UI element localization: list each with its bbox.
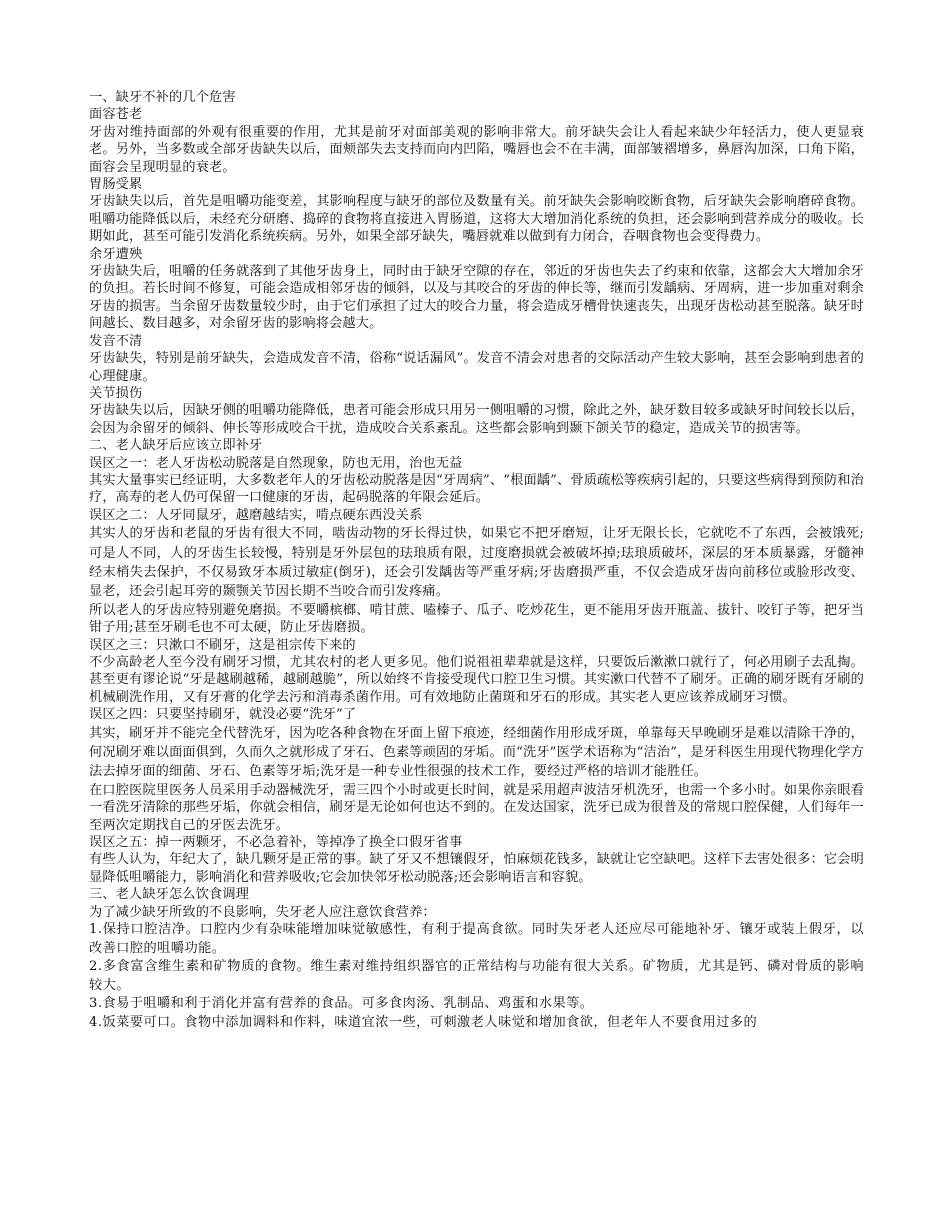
- paragraph-aging-face: 牙齿对维持面部的外观有很重要的作用，尤其是前牙对面部美观的影响非常大。前牙缺失会让人看起来缺少年轻活力，使人更显衰老。另外，当多数或全部牙齿缺失以后，面颊部失去支持而向内凹陷，嘴唇也会不在丰满，面部皱褶增多，鼻唇沟加深，口角下陷，面容会呈现明显的衰老。: [89, 124, 864, 175]
- myth-3-paragraph: 不少高龄老人至今没有刷牙习惯，尤其农村的老人更多见。他们说祖祖辈辈就是这样，只要饭后漱漱口就行了，何必用刷子去乱掏。甚至更有谬论说“牙是越刷越稀，越刷越脆”，所以始终不肯接受现代口腔卫生习惯。其实漱口代替不了刷牙。正确的刷牙既有牙刷的机械刷洗作用，又有牙膏的化学去污和消毒杀菌作用。可有效地防止菌斑和牙石的形成。其实老人更应该养成刷牙习惯。: [89, 655, 864, 705]
- section-1-title: 一、缺牙不补的几个危害: [89, 90, 236, 105]
- document-body: [89, 89, 864, 1033]
- paragraph-remaining-teeth: 牙齿缺失后，咀嚼的任务就落到了其他牙齿身上，同时由于缺牙空隙的存在，邻近的牙齿也失去了约束和依靠，这都会大大增加余牙的负担。若长时间不修复，可能会造成相邻牙齿的倾斜，以及与其咬合的牙齿的伸长等，继而引发龋病、牙周病，进一步加重对剩余牙齿的损害。当余留牙齿数量较少时，由于它们承担了过大的咬合力量，将会造成牙槽骨快速丧失，出现牙齿松动甚至脱落。缺牙时间越长、数目越多，对余留牙齿的影响将会越大。: [89, 264, 864, 332]
- diet-intro: 为了减少缺牙所致的不良影响，失牙老人应注意饮食营养：: [89, 904, 436, 920]
- subheading-pronunciation: 发音不清: [89, 333, 143, 349]
- myth-4-heading: 误区之四：只要坚持刷牙，就没必要“洗牙”了: [89, 707, 357, 723]
- myth-2-paragraph: 其实人的牙齿和老鼠的牙齿有很大不同，啮齿动物的牙长得过快，如果它不把牙磨短，让牙无限长长，它就吃不了东西，会被饿死;可是人不同，人的牙齿生长较慢，特别是牙外层包的珐琅质有限，过度磨损就会被破坏掉;珐琅质破坏，深层的牙本质暴露，牙髓神经末梢失去保护，不仅易致牙本质过敏症(倒牙)，还会引发龋齿等严重牙病;牙齿磨损严重，不仅会造成牙齿向前移位或脸形改变、显老，还会引起耳旁的颞颚关节因长期不当咬合而引发疼痛。: [89, 526, 864, 600]
- subheading-joint-damage: 关节损伤: [89, 385, 143, 401]
- subheading-remaining-teeth: 余牙遭殃: [89, 246, 143, 262]
- diet-item-1: 1.保持口腔洁净。口腔内少有杂味能增加味觉敏感性，有利于提高食欲。同时失牙老人还应尽可能地补牙、镶牙或装上假牙，以改善口腔的咀嚼功能。: [89, 922, 864, 956]
- paragraph-joint-damage: 牙齿缺失以后，因缺牙侧的咀嚼功能降低，患者可能会形成只用另一侧咀嚼的习惯，除此之外，缺牙数目较多或缺牙时间较长以后，会因为余留牙的倾斜、伸长等形成咬合干扰，造成咬合关系紊乱。这些都会影响到颞下颌关节的稳定，造成关节的损害等。: [89, 403, 864, 436]
- subheading-aging-face: 面容苍老: [89, 107, 143, 123]
- paragraph-digestion: 牙齿缺失以后，首先是咀嚼功能变差，其影响程度与缺牙的部位及数量有关。前牙缺失会影响咬断食物，后牙缺失会影响磨碎食物。咀嚼功能降低以后，未经充分研磨、捣碎的食物将直接进入胃肠道，这将大大增加消化系统的负担，还会影响到营养成分的吸收。长期如此，甚至可能引发消化系统疾病。另外，如果全部牙缺失，嘴唇就难以做到有力闭合，吞咽食物也会变得费力。: [89, 194, 864, 245]
- section-2-title: 二、老人缺牙后应该立即补牙: [89, 438, 263, 454]
- section-3-title: 三、老人缺牙怎么饮食调理: [89, 887, 250, 903]
- diet-item-4: 4.饭菜要可口。食物中添加调料和作料，味道宜浓一些，可刺激老人味觉和增加食欲，但老年人不要食用过多的: [89, 1015, 758, 1031]
- myth-4-paragraph-b: 在口腔医院里医务人员采用手动器械洗牙，需三四个小时或更长时间，就是采用超声波洁牙机洗牙，也需一个多小时。如果你亲眼看一看洗牙清除的那些牙垢，你就会相信，刷牙是无论如何也达不到的。在发达国家，洗牙已成为很普及的常规口腔保健，人们每年一至两次定期找自己的牙医去洗牙。: [89, 782, 864, 833]
- myth-5-heading: 误区之五：掉一两颗牙，不必急着补，等掉净了换全口假牙省事: [89, 835, 463, 851]
- myth-2-heading: 误区之二：人牙同鼠牙，越磨越结实，啃点硬东西没关系: [89, 507, 423, 523]
- myth-1-heading: 误区之一：老人牙齿松动脱落是自然现象，防也无用，治也无益: [89, 455, 463, 471]
- myth-5-paragraph: 有些人认为，年纪大了，缺几颗牙是正常的事。缺了牙又不想镶假牙，怕麻烦花钱多，缺就让它空缺吧。这样下去害处很多：它会明显降低咀嚼能力，影响消化和营养吸收;它会加快邻牙松动脱落;还会影响语言和容貌。: [89, 852, 864, 885]
- paragraph-pronunciation: 牙齿缺失，特别是前牙缺失，会造成发音不清，俗称“说话漏风”。发音不清会对患者的交际活动产生较大影响，甚至会影响到患者的心理健康。: [89, 351, 864, 384]
- myth-3-heading: 误区之三：只漱口不刷牙，这是祖宗传下来的: [89, 637, 356, 653]
- myth-2-paragraph-b: 所以老人的牙齿应特别避免磨损。不要嚼槟榔、啃甘蔗、嗑榛子、瓜子、吃炒花生，更不能用牙齿开瓶盖、拔针、咬钉子等，把牙当钳子用;甚至牙刷毛也不可太硬，防止牙齿磨损。: [89, 602, 864, 636]
- diet-item-3: 3.食易于咀嚼和利于消化并富有营养的食品。可多食肉汤、乳制品、鸡蛋和水果等。: [89, 996, 594, 1012]
- myth-1-paragraph: 其实大量事实已经证明，大多数老年人的牙齿松动脱落是因“牙周病”、“根面龋”、骨质疏松等疾病引起的，只要这些病得到预防和治疗，高寿的老人仍可保留一口健康的牙齿，起码脱落的年限会延后。: [89, 472, 864, 506]
- subheading-digestion: 胃肠受累: [89, 177, 143, 193]
- myth-4-paragraph: 其实，刷牙并不能完全代替洗牙，因为吃各种食物在牙面上留下痕迹，经细菌作用形成牙斑，单靠每天早晚刷牙是难以清除干净的，何况刷牙难以面面俱到，久而久之就形成了牙石、色素等顽固的牙垢。而“洗牙”医学术语称为“洁治”，是牙科医生用现代物理化学方法去掉牙面的细菌、牙石、色素等牙垢;洗牙是一种专业性很强的技术工作，要经过严格的培训才能胜任。: [89, 725, 864, 780]
- diet-item-2: 2.多食富含维生素和矿物质的食物。维生素对维持组织器官的正常结构与功能有很大关系。矿物质，尤其是钙、磷对骨质的影响较大。: [89, 959, 864, 993]
